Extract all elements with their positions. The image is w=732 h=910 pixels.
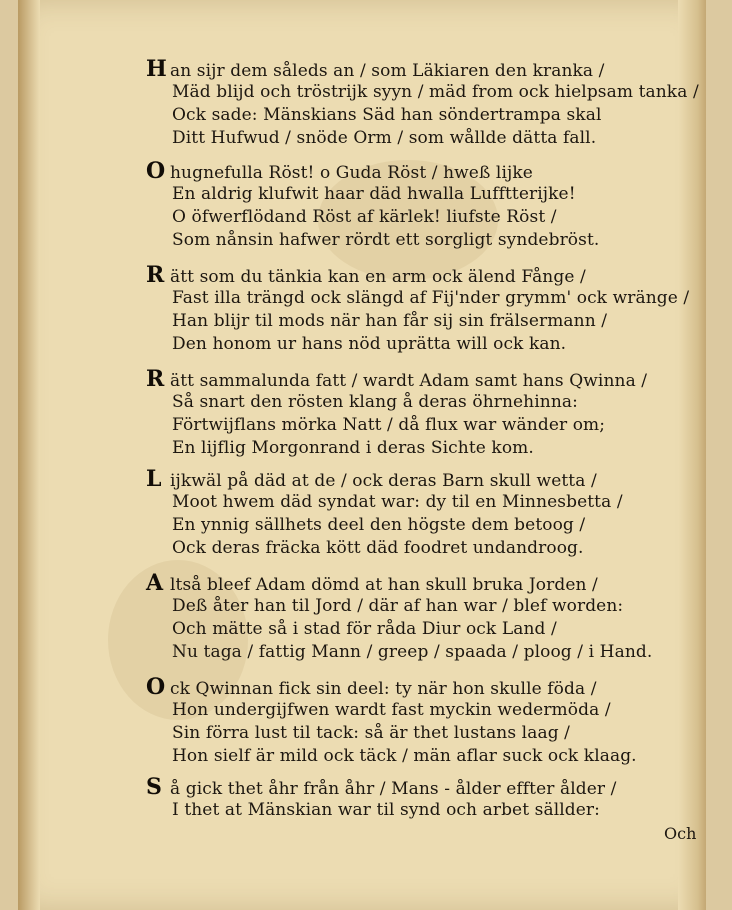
verse-line: R ätt sammalunda fatt / wardt Adam samt hans Qwinna / <box>146 366 648 392</box>
stanza-4 <box>146 368 706 460</box>
stanza-3 <box>146 264 706 356</box>
verse-line: En lijflig Morgonrand i deras Sichte kom. <box>172 438 534 458</box>
verse-line: Sin förra lust til tack: så är thet lustans laag / <box>172 723 571 743</box>
verse-line: Fast illa trängd ock slängd af Fij'nder grymm' ock wränge / <box>172 288 690 308</box>
verse-line: Deß åter han til Jord / där af han war / blef worden: <box>172 596 624 616</box>
stanza-8 <box>146 776 706 822</box>
verse-line: Den honom ur hans nöd uprätta will ock kan. <box>172 334 567 354</box>
page-gutter <box>18 0 40 910</box>
verse-line: I thet at Mänskian war til synd och arbet sällder: <box>172 800 600 820</box>
stanza-5 <box>146 468 706 560</box>
drop-initial: R <box>146 366 165 392</box>
drop-initial: O <box>146 674 166 700</box>
verse-line: Ock sade: Mänskians Säd han söndertrampa skal <box>172 105 602 125</box>
drop-initial: A <box>146 570 164 596</box>
verse-line: O ck Qwinnan fick sin deel: ty när hon skulle föda / <box>146 674 597 700</box>
verse-line: Hon sielf är mild ock täck / män aflar suck ock klaag. <box>172 746 637 766</box>
verse-line: Hon undergijfwen wardt fast myckin wedermöda / <box>172 700 611 720</box>
drop-initial: L <box>146 466 162 492</box>
stanza-6 <box>146 572 706 664</box>
verse-line: Och mätte så i stad för råda Diur ock Land / <box>172 619 557 639</box>
book-page <box>18 0 706 910</box>
verse-line: Förtwijflans mörka Natt / då flux war wänder om; <box>172 415 606 435</box>
verse-line: Moot hwem däd syndat war: dy til en Minnesbetta / <box>172 492 623 512</box>
verse-line: O hugnefulla Röst! o Guda Röst / hweß lijke <box>146 158 533 184</box>
drop-initial: S <box>146 774 162 800</box>
drop-initial: O <box>146 158 166 184</box>
verse-line: En aldrig klufwit haar däd hwalla Lufftterijke! <box>172 184 576 204</box>
verse-line: Ock deras fräcka kött däd foodret undandroog. <box>172 538 584 558</box>
catchword: Och <box>664 824 697 843</box>
verse-line: Mäd blijd och tröstrijk syyn / mäd from ock hielpsam tanka / <box>172 82 699 102</box>
drop-initial: R <box>146 262 165 288</box>
stanza-7 <box>146 676 706 768</box>
verse-line: O öfwerflödand Röst af kärlek! liufste Röst / <box>172 207 557 227</box>
stanza-1 <box>146 58 706 150</box>
verse-line: A ltså bleef Adam dömd at han skull bruka Jorden / <box>146 570 598 596</box>
verse-line: L ijkwäl på däd at de / ock deras Barn skull wetta / <box>146 466 597 492</box>
verse-line: Ditt Hufwud / snöde Orm / som wållde dätta fall. <box>172 128 597 148</box>
verse-line: S å gick thet åhr från åhr / Mans - ålder effter ålder / <box>146 774 617 800</box>
verse-line: Nu taga / fattig Mann / greep / spaada / ploog / i Hand. <box>172 642 653 662</box>
verse-line: Som nånsin hafwer rördt ett sorgligt syndebröst. <box>172 230 600 250</box>
verse-line: H an sijr dem såleds an / som Läkiaren den kranka / <box>146 56 605 82</box>
stanza-2 <box>146 160 706 252</box>
verse-line: Han blijr til mods när han får sij sin frälsermann / <box>172 311 608 331</box>
verse-line: Så snart den rösten klang å deras öhrnehinna: <box>172 392 578 412</box>
verse-line: R ätt som du tänkia kan en arm ock älend Fånge / <box>146 262 586 288</box>
verse-line: En ynnig sällhets deel den högste dem betoog / <box>172 515 586 535</box>
drop-initial: H <box>146 56 167 82</box>
